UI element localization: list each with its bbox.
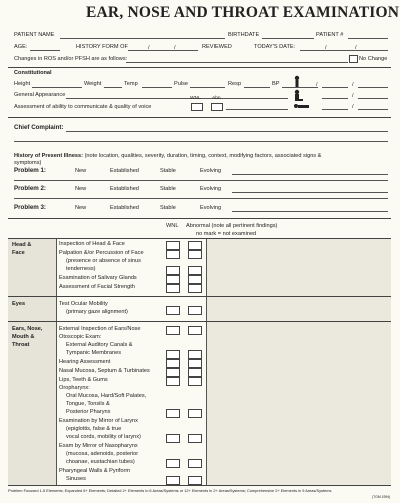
footer-note: Problem Focused 1-5 Elements; Expanded 6+ Elements; Detailed 2+ Elements in 6 Areas/Systems or 12+ Elements in 2+ Areas/Systems; Comprehensive 2+ Elements in 9 Areas/Systems [8,488,332,493]
ent-item: Tongue, Tonsils & [66,401,110,407]
birthdate-field[interactable] [262,38,314,39]
abnormal-checkbox[interactable] [188,377,202,386]
bp-label: BP [272,81,280,87]
ent-item: External Auditory Canals & [66,342,133,348]
wnl-checkbox[interactable] [166,434,180,443]
birthdate-label: BIRTHDATE [228,32,260,38]
chief-complaint-field[interactable] [66,131,388,132]
ent-item: choanae, eustachian tubes) [66,459,135,465]
ent-label-3: Throat [12,342,30,348]
chief-complaint-label: Chief Complaint: [14,124,64,131]
bp-field-3[interactable] [358,87,388,88]
assessment-label: Assessment of ability to communicate & quality of voice [14,104,152,110]
wnl-checkbox[interactable] [166,250,180,259]
wnl-checkbox[interactable] [166,241,180,250]
problem-1-stable[interactable]: Stable [160,168,176,174]
height-label: Height [14,81,31,87]
problem-2-evolving[interactable]: Evolving [200,186,222,192]
head-face-item: (presence or absence of sinus [66,258,141,264]
ent-item: (epiglottis, false & true [66,426,122,432]
wnl-checkbox[interactable] [166,266,180,275]
divider [8,485,391,486]
history-form-date-field[interactable] [128,50,198,51]
abnormal-checkbox[interactable] [188,306,202,315]
constitutional-heading: Constitutional [14,70,52,76]
head-face-item: Examination of Salivary Glands [59,275,137,281]
resp-label: Resp [228,81,242,87]
problem-1-established[interactable]: Established [110,168,139,174]
chief-complaint-field-2[interactable] [14,141,388,142]
ent-item: Otoscopic Exam: [59,334,102,340]
divider [8,238,391,239]
eyes-label: Eyes [12,301,26,307]
ent-item: Nasal Mucosa, Septum & Turbinates [59,368,150,374]
findings-column [206,238,391,485]
weight-label: Weight [84,81,102,87]
patient-number-label: PATIENT # [316,32,344,38]
not-examined-note: no mark = not examined [196,231,257,237]
exam-form: EAR, NOSE AND THROAT EXAMINATION PATIENT NAME BIRTHDATE PATIENT # AGE: HISTORY FORM OF / / REVIEWED TODAY'S DATE: / / Changes in ROS and/or PFSH are as follows: No Change Constitutional Height Weight Temp Pulse Resp BP / / General Appearance / Assessment of ability to communicate & quality of voice WNL Abn / Chief Complaint: History of Present Illness: (note location, qualities, severity, duration, timing, context, modifying factors, associated signs & symptoms) Problem 1: New Established Stable Evolving Problem 2: New Established Stable Evolving Problem 3: New Established Stable Evolving WNL Abnormal (note all pertinent findings) no mark = not examined Head & Face Inspection of Head & Face Palpation &/or Percussion of Face (presence or absence of sinus tenderness) Examination of Salivary Glands Assessment of Facial Strength Eyes Test Ocular Mobility (primary gaze alignment) Ears, Nose, Mouth & Throat External Inspection of Ears/Nose Otoscopic Exam: External Auditory Canals & Tympanic Membranes Hearing Assessment Nasal Mucosa, Septum & Turbinates Lips, Teeth & Gums Oropharynx: Oral Mucosa, Hard/Soft Palates, Tongue, Tonsils & Posterior Pharynx Examination by Mirror of Larynx (epiglottis, false & true vocal cords, mobility of larynx) Exam by Mirror of Nasopharynx (mucosa, adenoids, posterior choanae, eustachian tubes) Pharyngeal Walls & Pyriform Sinuses Problem Focused 1-5 Elements; Expanded 6+ Elements; Detailed 2+ Elements in 6 Areas/Systems or 12+ Elements in 2+ Areas/Systems; Comprehensive 2+ Elements in 9 Areas/Systems (TGM 1994) [0,0,400,503]
abnormal-checkbox[interactable] [188,350,202,359]
abn-mini-label: Abn [212,96,221,101]
problem-1-notes[interactable] [232,174,388,175]
patient-number-field[interactable] [348,38,388,39]
age-label: AGE: [14,44,28,50]
problem-1-evolving[interactable]: Evolving [200,168,222,174]
ent-item: vocal cords, mobility of larynx) [66,434,141,440]
temp-label: Temp [124,81,138,87]
head-face-item: tenderness) [66,266,96,272]
ent-item: Lips, Teeth & Gums [59,377,108,383]
wnl-checkbox[interactable] [166,409,180,418]
ent-item: Posterior Pharynx [66,409,111,415]
problem-3-evolving[interactable]: Evolving [200,205,222,211]
head-face-label-1: Head & [12,242,32,248]
wnl-column-label: WNL [166,223,179,229]
form-code: (TGM 1994) [372,495,391,499]
abnormal-checkbox[interactable] [188,409,202,418]
pulse-field[interactable] [190,87,225,88]
patient-name-label: PATIENT NAME [14,32,55,38]
changes-field[interactable] [126,62,348,63]
problem-3-established[interactable]: Established [110,205,139,211]
head-face-item: Assessment of Facial Strength [59,284,135,290]
abnormal-checkbox[interactable] [188,359,202,368]
problem-2-notes[interactable] [232,192,388,193]
general-appearance-label: General Appearance [14,92,66,98]
section-label-column [8,238,56,485]
bp-field-4[interactable] [322,98,348,99]
divider [8,117,391,118]
general-appearance-field[interactable] [66,98,288,99]
problem-3-label: Problem 3: [14,204,46,211]
form-title: EAR, NOSE AND THROAT EXAMINATION [86,4,400,21]
ent-item: Hearing Assessment [59,359,111,365]
problem-1-notes-2[interactable] [14,180,388,181]
abnormal-checkbox[interactable] [188,368,202,377]
no-change-checkbox[interactable] [349,55,358,63]
wnl-checkbox[interactable] [166,359,180,368]
abnormal-checkbox[interactable] [188,266,202,275]
wnl-checkbox[interactable] [166,326,180,335]
divider [8,321,391,322]
reviewed-label: REVIEWED [202,44,232,50]
age-field[interactable] [30,50,60,51]
abnormal-checkbox[interactable] [188,476,202,485]
weight-field[interactable] [104,87,122,88]
eyes-item: (primary gaze alignment) [66,309,128,315]
todays-date-field[interactable] [300,50,388,51]
posture-icons [292,74,312,112]
abnormal-checkbox[interactable] [188,250,202,259]
head-face-item: Inspection of Head & Face [59,241,125,247]
resp-field[interactable] [244,87,270,88]
ent-item: Examination by Mirror of Larynx [59,418,138,424]
abnormal-column-label: Abnormal (note all pertinent findings) [186,223,278,229]
ent-item: Exam by Mirror of Nasopharynx [59,443,138,449]
wnl-checkbox[interactable] [166,377,180,386]
divider [8,296,391,297]
bp-field-2[interactable] [322,87,348,88]
wnl-checkbox[interactable] [166,368,180,377]
abnormal-checkbox[interactable] [188,241,202,250]
wnl-checkbox[interactable] [166,350,180,359]
problem-1-label: Problem 1: [14,167,46,174]
hpi-label: History of Present Illness: (note location, qualities, severity, duration, timing, context, modifying factors, associated signs & [14,153,322,159]
height-field[interactable] [32,87,82,88]
bp-field-5[interactable] [358,98,388,99]
problem-3-new[interactable]: New [75,205,87,211]
changes-label: Changes in ROS and/or PFSH are as follows: [14,56,128,62]
ent-item: Tympanic Membranes [66,350,122,356]
head-face-label-2: Face [12,250,25,256]
problem-2-established[interactable]: Established [110,186,139,192]
wnl-checkbox[interactable] [166,284,180,293]
hpi-label-cont: symptoms) [14,160,42,166]
wnl-checkbox[interactable] [166,275,180,284]
patient-name-field[interactable] [60,38,225,39]
history-form-label: HISTORY FORM OF [76,44,128,50]
problem-2-stable[interactable]: Stable [160,186,176,192]
ent-item: Oral Mucosa, Hard/Soft Palates, [66,393,147,399]
wnl-checkbox[interactable] [166,476,180,485]
problem-1-new[interactable]: New [75,168,87,174]
no-change-label: No Change [359,56,388,62]
temp-field[interactable] [142,87,172,88]
bp-field-7[interactable] [358,109,388,110]
wnl-checkbox[interactable] [166,306,180,315]
abnormal-checkbox[interactable] [188,284,202,293]
wnl-mini-label: WNL [190,96,201,101]
ent-label-2: Mouth & [12,334,35,340]
ent-item: Pharyngeal Walls & Pyriform [59,468,130,474]
bp-field-6[interactable] [322,109,348,110]
abnormal-checkbox[interactable] [188,326,202,335]
assessment-abn-box[interactable] [211,103,223,111]
eyes-item: Test Ocular Mobility [59,301,108,307]
problem-2-notes-2[interactable] [14,198,388,199]
divider [8,218,391,219]
ent-item: (mucosa, adenoids, posterior [66,451,139,457]
problem-3-stable[interactable]: Stable [160,205,176,211]
ent-label-1: Ears, Nose, [12,326,43,332]
ent-item: Sinuses [66,476,86,482]
todays-date-label: TODAY'S DATE: [254,44,296,50]
problem-2-new[interactable]: New [75,186,87,192]
abnormal-checkbox[interactable] [188,434,202,443]
ent-item: Oropharynx: [59,385,90,391]
abnormal-checkbox[interactable] [188,275,202,284]
abnormal-checkbox[interactable] [188,459,202,468]
problem-3-notes[interactable] [232,211,388,212]
assessment-wnl-box[interactable] [191,103,203,111]
assessment-field[interactable] [226,109,288,110]
problem-2-label: Problem 2: [14,185,46,192]
divider [8,67,391,68]
ent-item: External Inspection of Ears/Nose [59,326,141,332]
wnl-checkbox[interactable] [166,459,180,468]
head-face-item: Palpation &/or Percussion of Face [59,250,144,256]
pulse-label: Pulse [174,81,188,87]
